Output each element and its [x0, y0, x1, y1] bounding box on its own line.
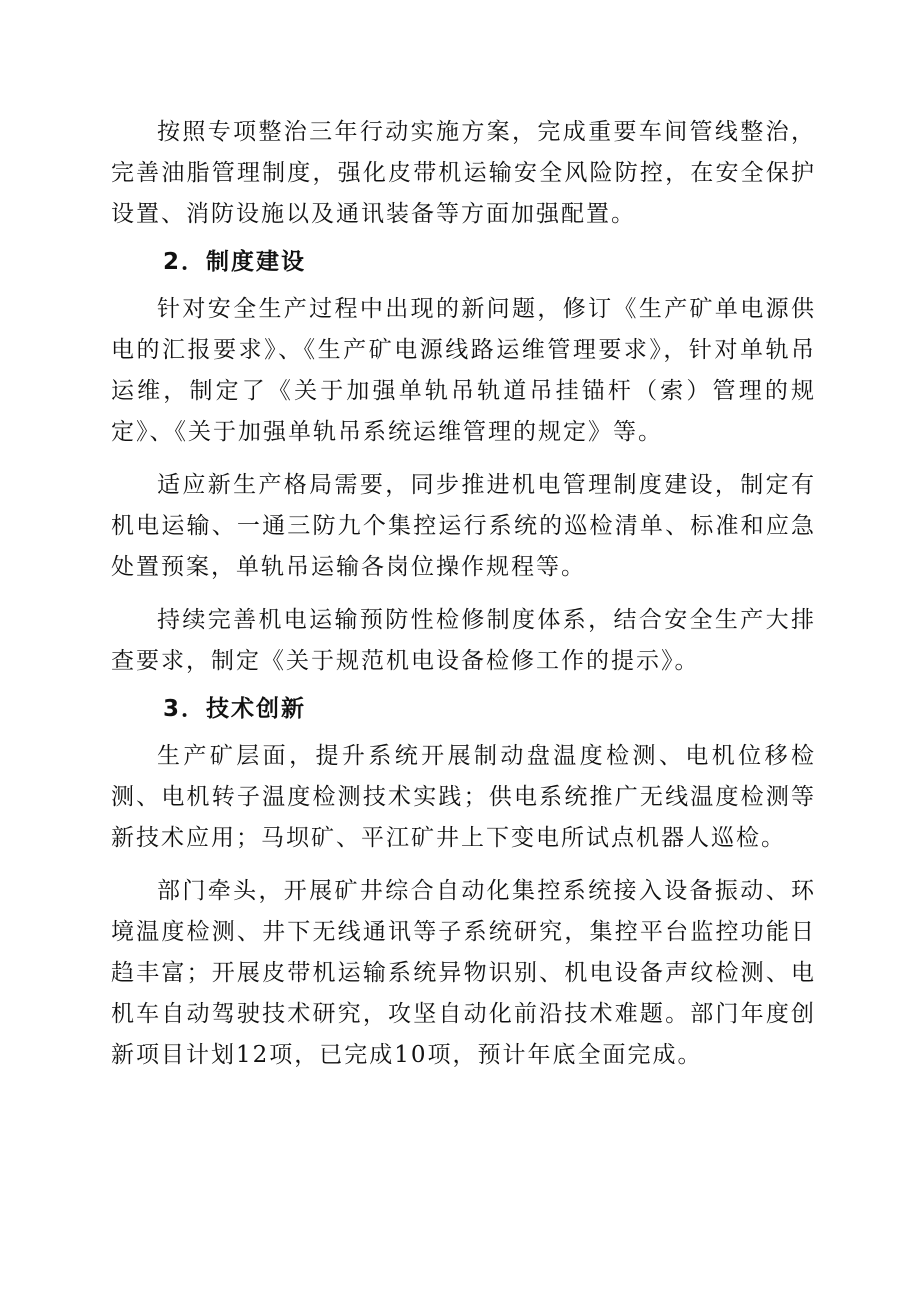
paragraph-management-system: 适应新生产格局需要，同步推进机电管理制度建设，制定有机电运输、一通三防九个集控运行系统的巡检清单、标准和应急处置预案，单轨吊运输各岗位操作规程等。: [111, 472, 816, 580]
paragraph-preventive-maintenance: 持续完善机电运输预防性检修制度体系，结合安全生产大排查要求，制定《关于规范机电设备检修工作的提示》。: [111, 607, 816, 674]
paragraph-revised-requirements: 针对安全生产过程中出现的新问题，修订《生产矿单电源供电的汇报要求》、《生产矿电源线路运维管理要求》，针对单轨吊运维，制定了《关于加强单轨吊轨道吊挂锚杆（索）管理的规定》、《关于加强单轨吊系统运维管理的规定》等。: [111, 296, 816, 445]
section-heading-system-construction: 2．制度建设: [163, 249, 307, 275]
paragraph-department-research: 部门牵头，开展矿井综合自动化集控系统接入设备振动、环境温度检测、井下无线通讯等子系统研究，集控平台监控功能日趋丰富；开展皮带机运输系统异物识别、机电设备声纹检测、电机车自动驾驶技术研究，攻坚自动化前沿技术难题。部门年度创新项目计划12项，已完成10项，预计年底全面完成。: [111, 878, 816, 1068]
paragraph-safety-remediation: 按照专项整治三年行动实施方案，完成重要车间管线整治，完善油脂管理制度，强化皮带机运输安全风险防控，在安全保护设置、消防设施以及通讯装备等方面加强配置。: [111, 119, 816, 227]
section-heading-technical-innovation: 3．技术创新: [163, 696, 307, 722]
paragraph-mine-level-tech: 生产矿层面，提升系统开展制动盘温度检测、电机位移检测、电机转子温度检测技术实践；供电系统推广无线温度检测等新技术应用；马坝矿、平江矿井上下变电所试点机器人巡检。: [111, 743, 816, 851]
